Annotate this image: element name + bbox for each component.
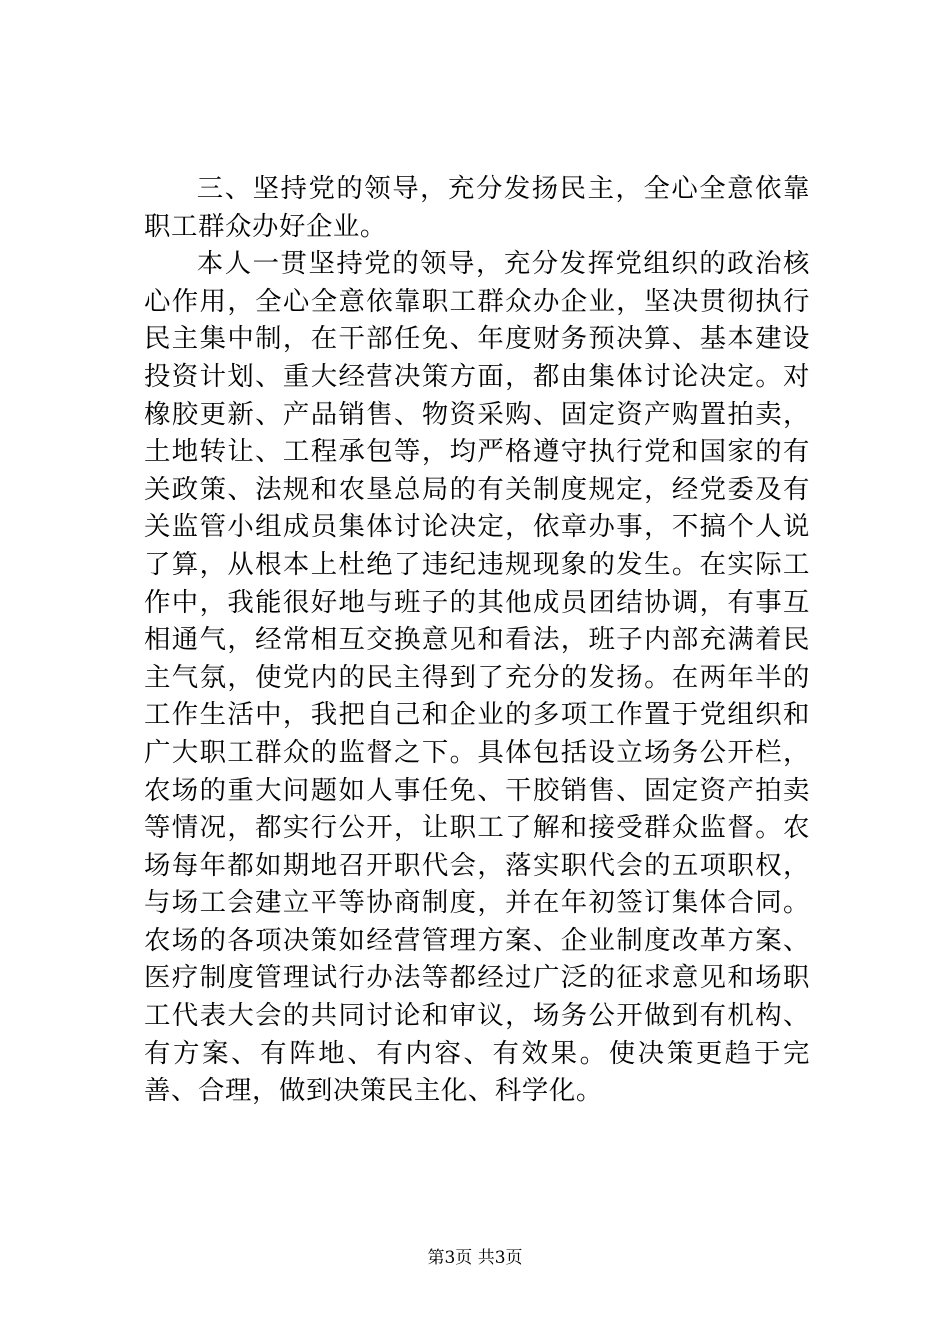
page-number-footer: 第3页 共3页 [427, 1248, 523, 1268]
document-body [144, 170, 810, 1110]
paragraph-section-heading: 三、坚持党的领导，充分发扬民主，全心全意依靠职工群众办好企业。 [144, 173, 810, 242]
paragraph-body: 本人一贯坚持党的领导，充分发挥党组织的政治核心作用，全心全意依靠职工群众办企业，坚决贯彻执行民主集中制，在干部任免、年度财务预决算、基本建设投资计划、重大经营决策方面，都由集体讨论决定。对橡胶更新、产品销售、物资采购、固定资产购置拍卖，土地转让、工程承包等，均严格遵守执行党和国家的有关政策、法规和农垦总局的有关制度规定，经党委及有关监管小组成员集体讨论决定，依章办事，不搞个人说了算，从根本上杜绝了违纪违规现象的发生。在实际工作中，我能很好地与班子的其他成员团结协调，有事互相通气，经常相互交换意见和看法，班子内部充满着民主气氛，使党内的民主得到了充分的发扬。在两年半的工作生活中，我把自己和企业的多项工作置于党组织和广大职工群众的监督之下。具体包括设立场务公开栏，农场的重大问题如人事任免、干胶销售、固定资产拍卖等情况，都实行公开，让职工了解和接受群众监督。农场每年都如期地召开职代会，落实职代会的五项职权，与场工会建立平等协商制度，并在年初签订集体合同。农场的各项决策如经营管理方案、企业制度改革方案、医疗制度管理试行办法等都经过广泛的征求意见和场职工代表大会的共同讨论和审议，场务公开做到有机构、有方案、有阵地、有内容、有效果。使决策更趋于完善、合理，做到决策民主化、科学化。 [144, 248, 810, 1107]
